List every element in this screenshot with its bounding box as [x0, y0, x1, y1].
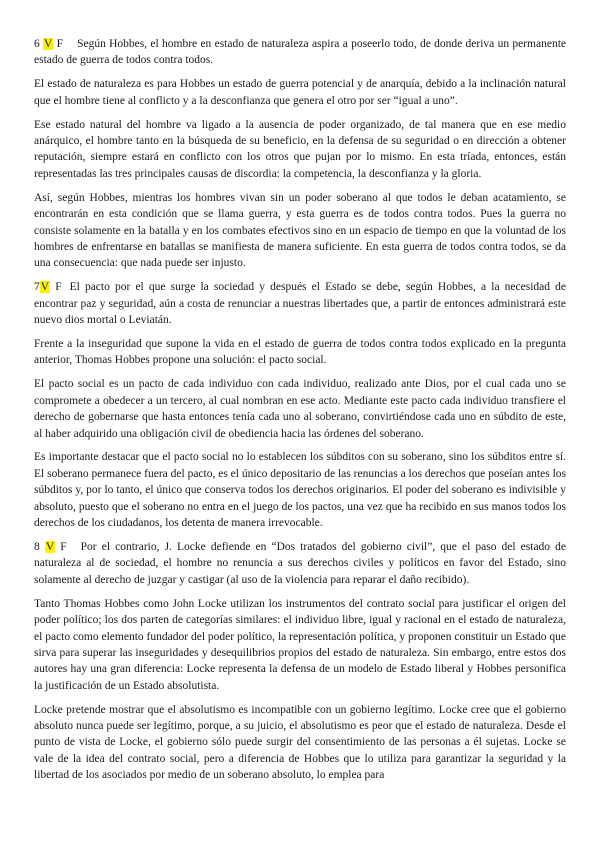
paragraph: El pacto social es un pacto de cada individuo con cada individuo, realizado ante Dios, por el cual cada uno se compromete a obedecer a un tercero, al cual nombran en ese acto. Mediante este pacto cada individuo transfiere el derecho de gobernarse que hasta entonces tenía cada uno al soberano, convirtiéndose cada uno en súbdito de este, al haber adquirido una obligación civil de obediencia hacia las órdenes del soberano. [34, 378, 566, 440]
paragraph: Locke pretende mostrar que el absolutismo es incompatible con un gobierno legítimo. Locke cree que el gobierno absoluto nunca puede ser legítimo, porque, a su juicio, el absolutismo es peor que el estado de naturaleza. Desde el punto de vista de Locke, el gobierno sólo puede surgir del consentimiento de las personas a él sujetas. Locke se vale de la idea del contrato social, pero a diferencia de Hobbes que lo utiliza para garantizar la seguridad y la libertad de los asociados por medio de un soberano absoluto, lo emplea para [34, 703, 566, 782]
paragraph: Tanto Thomas Hobbes como John Locke utilizan los instrumentos del contrato social para justificar el origen del poder político; los dos parten de categorías similares: el individuo libre, igual y racional en el estado de naturaleza, el pacto como elemento fundador del poder político, la representación política, y proponen constituir un Estado que sirva para superar las inseguridades y desequilibrios propios del estado de naturaleza. Sin embargo, entre estos dos autores hay una gran diferencia: Locke representa la defensa de un modelo de Estado liberal y Hobbes personifica la justificación de un Estado absolutista. [34, 597, 566, 692]
question-number: 8 [34, 540, 40, 553]
question-8 [34, 539, 566, 588]
question-number: 7 [34, 281, 40, 294]
paragraph: Así, según Hobbes, mientras los hombres vivan sin un poder soberano al que todos le deban acatamiento, se encontrarán en esta condición que se llama guerra, y esta guerra es de todos contra todos. Pues la guerra no consiste solamente en la batalla y en los combates efectivos sino en un espacio de tiempo en que la voluntad de los hombres de enfrentarse en batallas se manifiesta de manera suficiente. En esta guerra de todos contra todos, se da una consecuencia: que nada puede ser injusto. [34, 191, 566, 270]
question-statement: Según Hobbes, el hombre en estado de naturaleza aspira a poseerlo todo, de donde deriva un permanente estado de guerra de todos contra todos. [34, 38, 566, 67]
paragraph: El estado de naturaleza es para Hobbes un estado de guerra potencial y de anarquía, debido a la inclinación natural que el hombre tiene al conflicto y a la desconfianza que genera el otro por ser “igual a uno”. [34, 78, 566, 107]
document-page [34, 36, 566, 791]
paragraph: Es importante destacar que el pacto social no lo establecen los súbditos con su soberano, sino los súbditos entre sí. El soberano permanece fuera del pacto, es el único depositario de las renuncias a los derechos que poseían antes los súbditos y, por lo tanto, el único que conserva todos los derechos originarios. El poder del soberano es indivisible y absoluto, puesto que el soberano no entra en el juego de los pactos, una vez que ha recibido en sus manos todos los derechos de los ciudadanos, los detenta de manera irrevocable. [34, 451, 566, 530]
true-marker-highlighted: V [44, 38, 53, 50]
question-statement: Por el contrario, J. Locke defiende en “Dos tratados del gobierno civil”, que el paso del estado de naturaleza al de sociedad, el hombre no renuncia a sus derechos civiles y políticos en favor del Estado, sino solamente al derecho de juzgar y castigar (al uso de la violencia para reparar el daño recibido). [34, 540, 566, 586]
question-7 [34, 279, 566, 328]
false-marker: F [56, 38, 64, 50]
question-statement: El pacto por el que surge la sociedad y después el Estado se debe, según Hobbes, a la necesidad de encontrar paz y seguridad, aún a costa de renunciar a nuestras libertades que, a partir de entonces administrará este nuevo dios mortal o Leviatán. [34, 281, 567, 327]
paragraph: Frente a la inseguridad que supone la vida en el estado de guerra de todos contra todos explicado en la pregunta anterior, Thomas Hobbes propone una solución: el pacto social. [34, 338, 566, 367]
false-marker: F [55, 281, 62, 294]
true-marker-highlighted: V [45, 540, 55, 553]
question-6 [34, 36, 566, 69]
true-marker-highlighted: V [40, 281, 50, 294]
question-number: 6 [34, 38, 40, 50]
paragraph: Ese estado natural del hombre va ligado a la ausencia de poder organizado, de tal manera que en ese medio anárquico, el hombre tanto en la búsqueda de su beneficio, en la defensa de su seguridad o en dirección a obtener reputación, siempre estará en conflicto con los otros que pujan por lo mismo. En esta tríada, entonces, están representadas las tres principales causas de discordia: la competencia, la desconfianza y la gloria. [34, 118, 566, 180]
false-marker: F [60, 540, 67, 553]
